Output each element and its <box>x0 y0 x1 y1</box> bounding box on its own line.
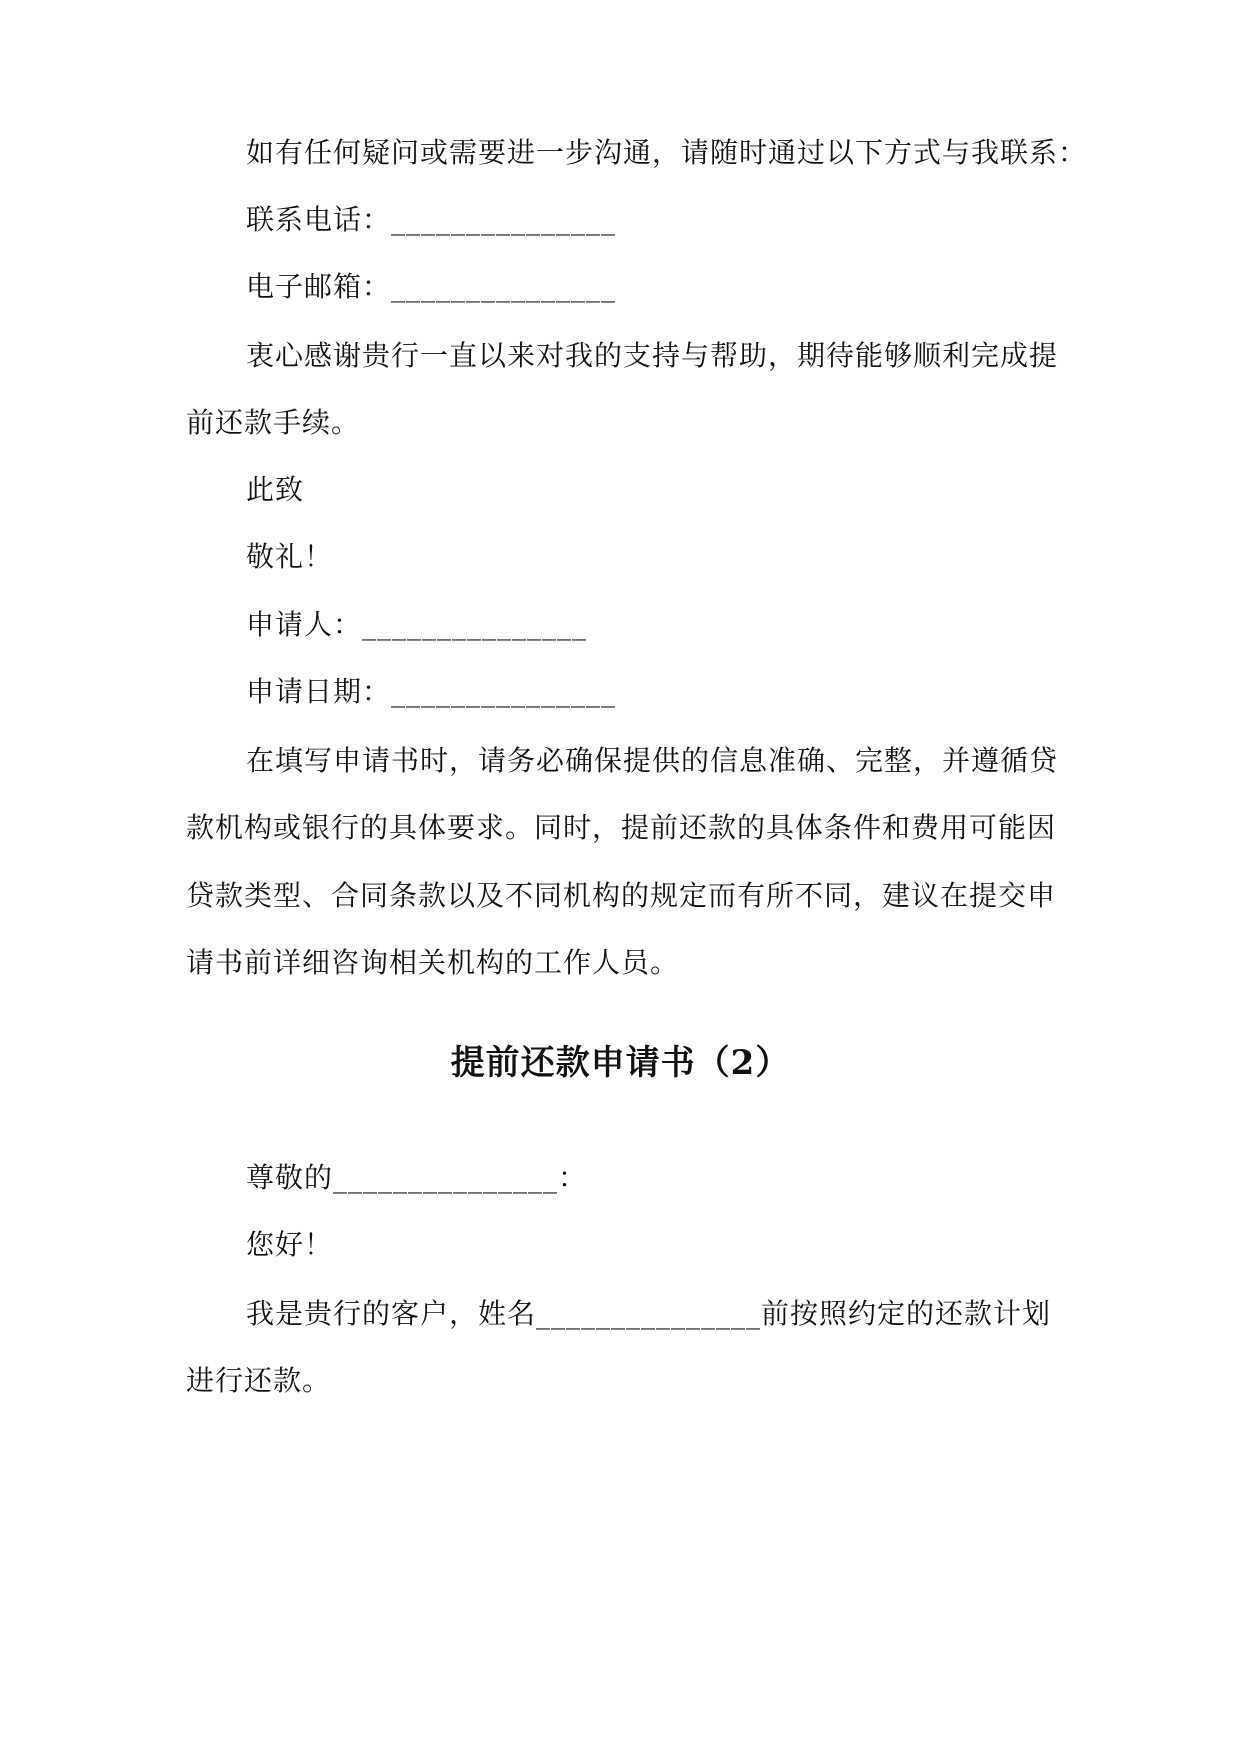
note-paragraph-line-3: 贷款类型、合同条款以及不同机构的规定而有所不同，建议在提交申 <box>186 879 1057 912</box>
intro-paragraph-line-1: 我是贵行的客户，姓名_______________前按照约定的还款计划 <box>246 1297 1052 1330</box>
note-paragraph-line-4: 请书前详细咨询相关机构的工作人员。 <box>186 946 680 979</box>
salutation-line: 尊敬的_______________： <box>246 1161 588 1194</box>
note-paragraph-line-1: 在填写申请书时，请务必确保提供的信息准确、完整，并遵循贷 <box>246 744 1059 777</box>
applicant-field-line: 申请人：_______________ <box>246 608 588 641</box>
thanks-paragraph-line-1: 衷心感谢贵行一直以来对我的支持与帮助，期待能够顺利完成提 <box>246 339 1059 372</box>
closing-text-1: 此致 <box>246 473 305 506</box>
date-field-line: 申请日期：_______________ <box>246 675 617 708</box>
closing-text-2: 敬礼！ <box>246 540 334 573</box>
thanks-paragraph-line-2: 前还款手续。 <box>186 406 361 439</box>
email-field-line: 电子邮箱：_______________ <box>246 270 617 303</box>
phone-field-line: 联系电话：_______________ <box>246 203 617 236</box>
greeting-line: 您好！ <box>246 1228 334 1261</box>
note-paragraph-line-2: 款机构或银行的具体要求。同时，提前还款的具体条件和费用可能因 <box>186 811 1057 844</box>
contact-intro-text: 如有任何疑问或需要进一步沟通，请随时通过以下方式与我联系： <box>246 136 1088 169</box>
intro-paragraph-line-2: 进行还款。 <box>186 1364 332 1397</box>
section-title: 提前还款申请书（2） <box>450 1043 791 1083</box>
